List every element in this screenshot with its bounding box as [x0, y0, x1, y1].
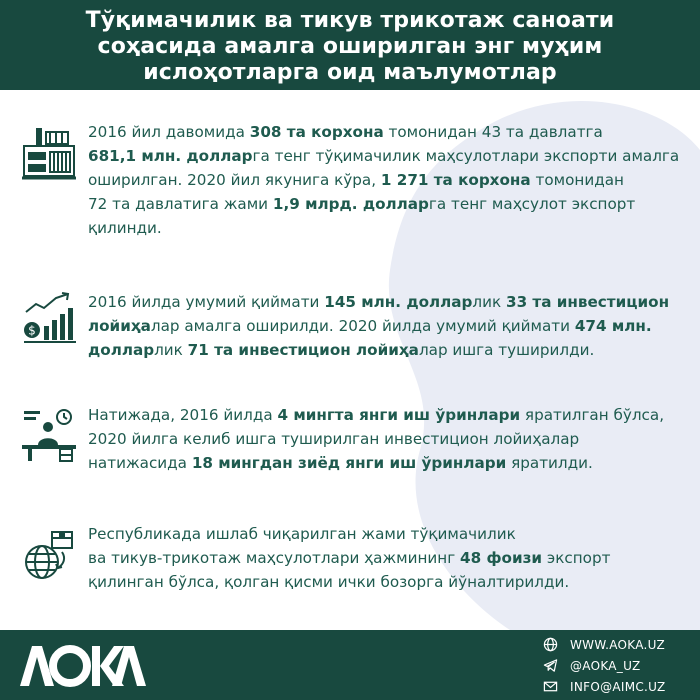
section-export-text — [88, 120, 688, 240]
page-title-line-2: соҳасида амалга оширилган энг муҳим — [97, 34, 603, 59]
text-line — [88, 427, 688, 451]
text-line — [88, 546, 688, 570]
contact-telegram-text: @AOKA_UZ — [570, 658, 641, 673]
workplace-icon — [20, 407, 78, 465]
highlight-text: 145 млн. доллар — [324, 293, 473, 311]
global-export-icon — [20, 528, 78, 586]
text-run: қилинди. — [88, 219, 162, 237]
investment-growth-icon — [20, 290, 78, 348]
text-run: 2020 йилга келиб ишга туширилган инвестицион лойиҳалар — [88, 430, 580, 448]
highlight-text: 4 мингта янги иш ўринлари — [277, 406, 521, 424]
text-run: қилинган бўлса, қолган қисми ички бозорга йўналтирилди. — [88, 573, 570, 591]
text-run: 72 та давлатига жами — [88, 195, 273, 213]
contact-email-text: INFO@AIMC.UZ — [570, 679, 666, 694]
highlight-text: 474 млн. — [574, 317, 652, 335]
text-line — [88, 451, 688, 475]
text-run: яратилди. — [506, 454, 593, 472]
aoka-logo — [18, 642, 148, 688]
text-run: лар ишга туширилди. — [418, 341, 595, 359]
text-run: 2016 йилда умумий қиймати — [88, 293, 325, 311]
section-investment-text — [88, 290, 688, 362]
text-run: ва тикув-трикотаж маҳсулотлари ҳажмининг — [88, 549, 461, 567]
header-banner — [0, 0, 700, 90]
svg-text:$: $ — [28, 323, 36, 338]
text-line — [88, 120, 688, 144]
text-run: Натижада, 2016 йилда — [88, 406, 278, 424]
highlight-text: 308 та корхона — [249, 123, 384, 141]
text-run: томонидан — [530, 171, 624, 189]
text-run: га тенг тўқимачилик маҳсулотлари экспорти амалга — [252, 147, 680, 165]
highlight-text: 48 фоизи — [460, 549, 543, 567]
highlight-text: 33 та инвестицион — [506, 293, 670, 311]
page-title-line-1: Тўқимачилик ва тикув трикотаж саноати — [85, 8, 615, 33]
contact-telegram[interactable] — [543, 655, 693, 676]
highlight-text: 1,9 млрд. доллар — [272, 195, 429, 213]
section-share-text — [88, 522, 688, 594]
contact-website[interactable] — [543, 634, 693, 655]
highlight-text: лойиҳа — [88, 317, 151, 335]
text-run: лар амалга оширилди. 2020 йилда умумий қиймати — [150, 317, 575, 335]
text-run: яратилган бўлса, — [520, 406, 665, 424]
text-line — [88, 314, 688, 338]
text-line — [88, 168, 688, 192]
textile-factory-icon — [20, 124, 78, 182]
page-title-line-3: ислоҳотларга оид маълумотлар — [143, 60, 557, 85]
footer-bar — [0, 630, 700, 700]
text-line — [88, 522, 688, 546]
text-run: томонидан 43 та давлатга — [383, 123, 603, 141]
text-run: лик — [472, 293, 506, 311]
highlight-text: 71 та инвестицион лойиҳа — [187, 341, 419, 359]
text-run: оширилган. 2020 йил якунига кўра, — [88, 171, 381, 189]
text-run: Республикада ишлаб чиқарилган жами тўқимачилик — [88, 525, 516, 543]
globe-icon — [543, 637, 558, 652]
aoka-logo-mark — [18, 642, 148, 688]
text-line — [88, 403, 688, 427]
text-line — [88, 570, 688, 594]
section-jobs-text — [88, 403, 688, 475]
highlight-text: 681,1 млн. доллар — [88, 147, 253, 165]
text-run: экспорт — [542, 549, 611, 567]
contact-list — [543, 634, 693, 697]
text-run: лик — [154, 341, 188, 359]
text-line — [88, 290, 688, 314]
text-run: натижасида — [88, 454, 192, 472]
text-line — [88, 216, 688, 240]
text-run: 2016 йил давомида — [88, 123, 250, 141]
text-line — [88, 144, 688, 168]
telegram-icon — [543, 658, 558, 673]
text-line — [88, 192, 688, 216]
highlight-text: 1 271 та корхона — [380, 171, 531, 189]
highlight-text: доллар — [88, 341, 155, 359]
text-run: га тенг маҳсулот экспорт — [428, 195, 636, 213]
text-line — [88, 338, 688, 362]
highlight-text: 18 мингдан зиёд янги иш ўринлари — [191, 454, 507, 472]
mail-icon — [543, 679, 558, 694]
contact-website-text: WWW.AOKA.UZ — [570, 637, 666, 652]
contact-email[interactable] — [543, 676, 693, 697]
